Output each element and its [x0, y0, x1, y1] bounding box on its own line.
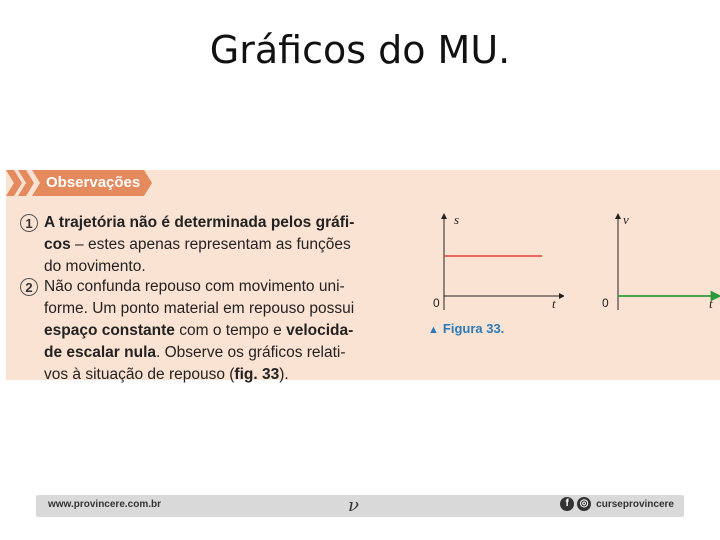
- footer-social: [560, 497, 674, 511]
- velocity-origin-label: 0: [602, 296, 609, 310]
- text-run: de escalar nula: [44, 344, 157, 361]
- text-run: velocida-: [286, 322, 354, 339]
- footer-bar: [36, 495, 684, 517]
- observations-banner: [6, 170, 152, 196]
- observation-item-1: [44, 212, 389, 278]
- text-run: espaço constante: [44, 322, 175, 339]
- text-line: [44, 364, 389, 386]
- text-run: . Observe os gráficos relati-: [156, 344, 346, 361]
- text-line: [44, 256, 389, 278]
- text-run: ).: [279, 366, 289, 383]
- figure-caption: [428, 321, 504, 336]
- slide-title: Gráficos do MU.: [209, 28, 511, 72]
- figure-caption-text: Figura 33.: [442, 321, 505, 336]
- text-line: [44, 276, 389, 298]
- figure-marker-icon: ▲: [428, 324, 439, 336]
- velocity-x-label: t: [709, 296, 713, 311]
- position-origin-label: 0: [433, 296, 440, 310]
- text-run: forme. Um ponto material em repouso possui: [44, 300, 355, 317]
- text-run: do movimento.: [44, 258, 146, 275]
- text-run: cos: [44, 236, 71, 253]
- text-line: [44, 342, 389, 364]
- text-run: Não confunda repouso com movimento uni-: [44, 278, 345, 295]
- text-line: [44, 234, 389, 256]
- text-run: com o tempo e: [174, 322, 287, 339]
- text-run: vos à situação de repouso (: [44, 366, 235, 383]
- instagram-icon[interactable]: ◎: [577, 497, 591, 511]
- facebook-icon[interactable]: f: [560, 497, 574, 511]
- velocity-time-graph: [598, 212, 720, 312]
- text-line: [44, 320, 389, 342]
- text-run: fig. 33: [234, 366, 280, 383]
- item-number-1: 1: [20, 214, 38, 232]
- position-y-label: s: [454, 212, 460, 227]
- text-run: – estes apenas representam as funções: [70, 236, 351, 253]
- observation-item-2: [44, 276, 389, 386]
- item-number-2: 2: [20, 278, 38, 296]
- footer-url[interactable]: www.provincere.com.br: [48, 499, 161, 510]
- text-line: [44, 298, 389, 320]
- velocity-y-label: v: [623, 212, 629, 227]
- banner-label: Observações: [46, 174, 141, 191]
- text-line: [44, 212, 389, 234]
- position-x-label: t: [552, 296, 556, 311]
- text-run: A trajetória não é determinada pelos gráfi-: [44, 214, 355, 231]
- provincere-logo-icon: ν: [348, 495, 359, 516]
- position-time-graph: [424, 212, 564, 312]
- social-handle[interactable]: curseprovincere: [596, 498, 674, 510]
